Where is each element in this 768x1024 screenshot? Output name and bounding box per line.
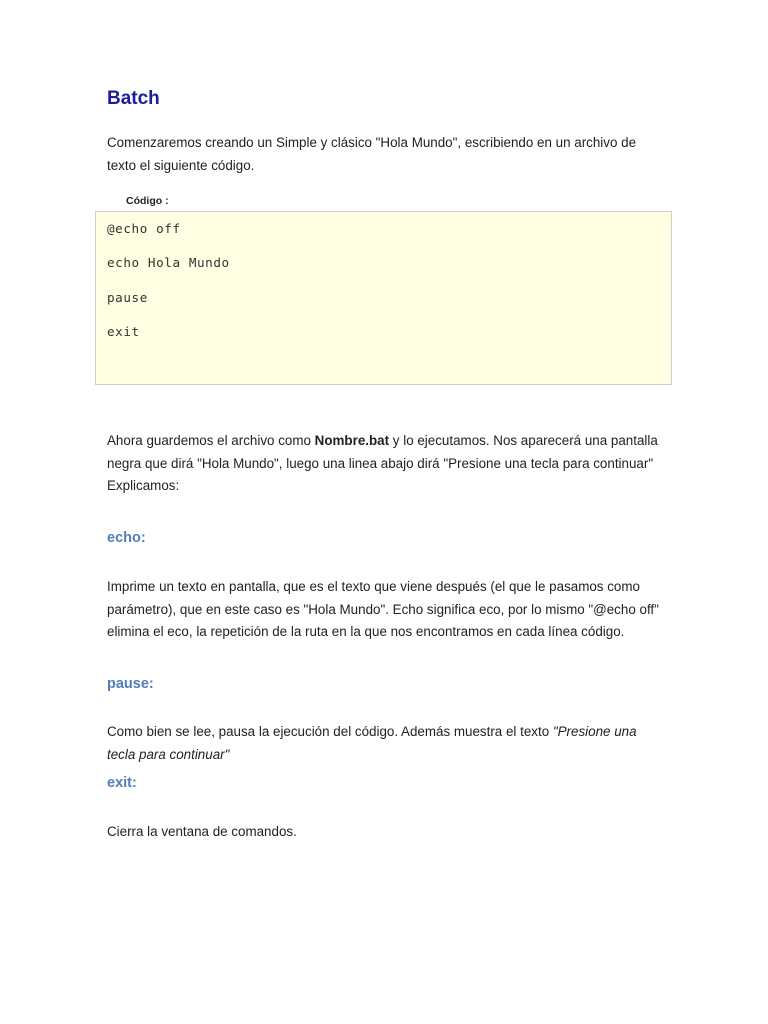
code-label: Código : — [126, 195, 169, 207]
pause-text: Como bien se lee, pausa la ejecución del código. Además muestra el texto — [107, 724, 553, 739]
code-line: pause — [107, 290, 148, 305]
intro-paragraph: Comenzaremos creando un Simple y clásico "Hola Mundo", escribiendo en un archivo de texto el siguiente código. — [107, 135, 637, 173]
save-text-before: Ahora guardemos el archivo como — [107, 433, 315, 448]
section-heading-exit: exit: — [107, 775, 137, 791]
pause-text-italic: "Presione una tecla para continuar" — [107, 724, 637, 762]
code-block — [95, 211, 672, 385]
explain-label: Explicamos: — [107, 478, 180, 493]
save-paragraph — [107, 430, 667, 498]
filename: Nombre.bat — [314, 433, 390, 448]
code-line: echo Hola Mundo — [107, 255, 230, 270]
code-line: exit — [107, 324, 140, 339]
section-text-exit: Cierra la ventana de comandos. — [107, 824, 297, 839]
page-title: Batch — [107, 88, 160, 109]
code-line: @echo off — [107, 221, 181, 236]
section-heading-echo: echo: — [107, 530, 146, 546]
section-heading-pause: pause: — [107, 676, 154, 692]
section-text-echo: Imprime un texto en pantalla, que es el texto que viene después (el que le pasamos como parámetro), que en este caso es "Hola Mundo". Echo significa eco, por lo mismo "@echo off" elimina el eco, la repetición de la ruta en la que nos encontramos en cada línea código. — [107, 579, 659, 639]
section-text-pause — [107, 721, 667, 766]
save-text-after: y lo ejecutamos. Nos aparecerá una pantalla negra que dirá "Hola Mundo", luego una linea abajo dirá "Presione una tecla para continuar" — [107, 433, 658, 471]
